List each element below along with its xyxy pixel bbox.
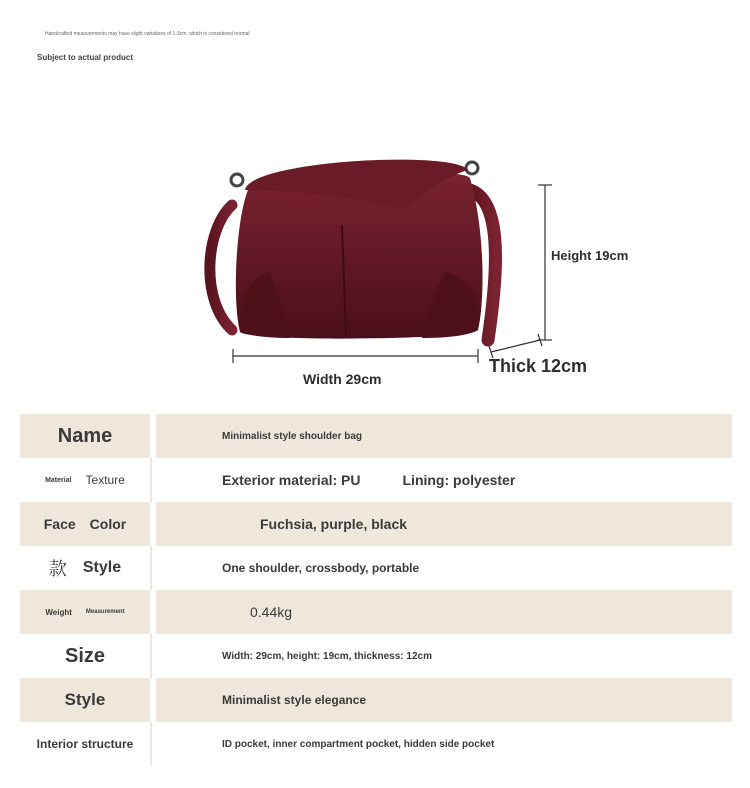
measurement-note: Handcrafted measurements may have slight variations of 1-3cm, which is considered normal (45, 31, 250, 37)
spec-row-style (20, 546, 732, 590)
spec-row-material (20, 458, 732, 502)
ring-right (466, 162, 478, 174)
spec-value-style: One shoulder, crossbody, portable (222, 561, 420, 575)
spec-label-material: Material (45, 476, 72, 484)
spec-label-size: Size (64, 644, 106, 667)
spec-label-name: Name (57, 424, 113, 447)
spec-row-elegance (20, 678, 732, 722)
spec-value-size: Width: 29cm, height: 19cm, thickness: 12cm (222, 650, 432, 662)
spec-label-measurement: Measurement (85, 609, 125, 615)
thick-label: Thick 12cm (489, 356, 588, 376)
spec-value-lining: Lining: polyester (402, 472, 516, 488)
spec-value-elegance: Minimalist style elegance (222, 693, 367, 707)
spec-label-interior: Interior structure (36, 737, 134, 751)
spec-row-interior (20, 722, 732, 766)
spec-row-name (20, 414, 732, 458)
width-label: Width 29cm (303, 371, 382, 387)
spec-label-face: Face (43, 516, 76, 532)
spec-value-name: Minimalist style shoulder bag (222, 430, 363, 442)
spec-label-kuan: 款 (48, 559, 67, 579)
ring-left (231, 174, 243, 186)
spec-row-weight (20, 590, 732, 634)
spec-label-color: Color (89, 516, 127, 532)
spec-row-color (20, 502, 732, 546)
spec-label-style: Style (82, 559, 122, 576)
spec-value-exterior: Exterior material: PU (222, 472, 361, 488)
spec-label-style-2: Style (64, 690, 106, 709)
spec-value-color: Fuchsia, purple, black (260, 516, 408, 532)
spec-label-texture: Texture (85, 473, 125, 487)
spec-label-weight: Weight (45, 607, 72, 617)
subject-note: Subject to actual product (37, 53, 134, 62)
spec-value-interior: ID pocket, inner compartment pocket, hidden side pocket (222, 738, 495, 750)
strap-left (210, 205, 232, 330)
spec-table (20, 414, 732, 767)
height-label: Height 19cm (551, 248, 629, 263)
spec-row-size (20, 634, 732, 678)
spec-value-weight: 0.44kg (250, 604, 293, 620)
